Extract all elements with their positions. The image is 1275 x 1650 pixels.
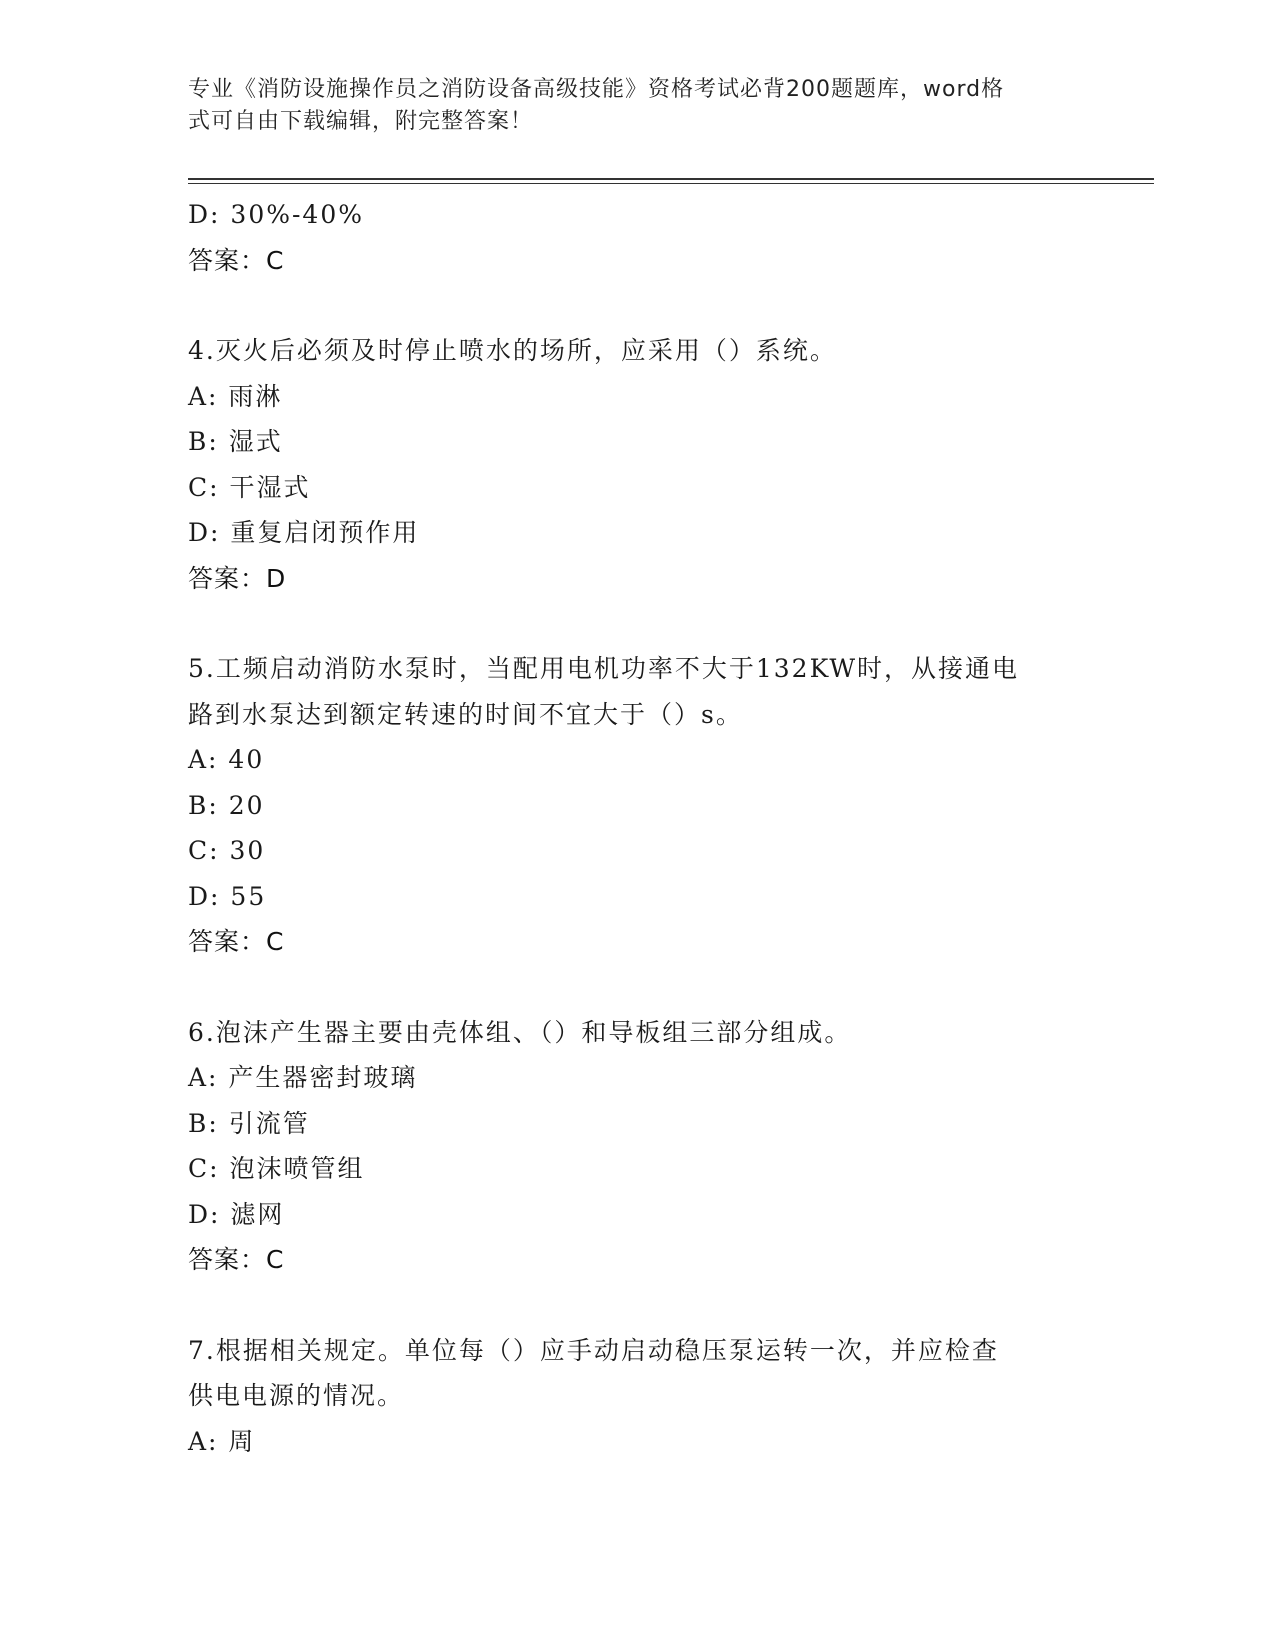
answer-line: 答案：C [188, 245, 285, 275]
page-header [188, 74, 1068, 138]
header-line-1: 专业《消防设施操作员之消防设备高级技能》资格考试必背200题题库，word格 [188, 77, 1005, 102]
exam-content [188, 192, 1068, 1464]
question-stem: 6.泡沫产生器主要由壳体组、（）和导板组三部分组成。 [188, 1017, 852, 1047]
answer-line: 答案：C [188, 927, 285, 956]
option-a: A: 40 [188, 745, 265, 774]
header-rule-thick [188, 178, 1154, 180]
option-d: D: 滤网 [188, 1199, 285, 1229]
question-stem-line-1: 5.工频启动消防水泵时，当配用电机功率不大于132KW时，从接通电 [188, 654, 1020, 683]
spacer [188, 283, 1068, 328]
spacer [188, 1283, 1068, 1328]
question-stem-line-2: 供电电源的情况。 [188, 1381, 405, 1410]
option-d: D: 重复启闭预作用 [188, 518, 420, 547]
option-a: A: 周 [188, 1426, 256, 1456]
option-d: D: 55 [188, 881, 267, 911]
spacer [188, 601, 1068, 646]
option-d: D: 30%-40% [188, 200, 364, 229]
question-6 [188, 1010, 1068, 1283]
header-line-2: 式可自由下载编辑，附完整答案！ [188, 109, 534, 134]
question-5 [188, 646, 1068, 965]
option-c: C: 干湿式 [188, 472, 311, 502]
question-4 [188, 328, 1068, 601]
question-stem-line-1: 7.根据相关规定。单位每（）应手动启动稳压泵运转一次，并应检查 [188, 1335, 999, 1365]
answer-line: 答案：C [188, 1245, 285, 1274]
option-b: B: 20 [188, 790, 265, 820]
question-3-fragment [188, 192, 1068, 283]
question-7 [188, 1328, 1068, 1465]
question-stem-line-2: 路到水泵达到额定转速的时间不宜大于（）s。 [188, 699, 743, 729]
option-b: B: 湿式 [188, 427, 283, 456]
question-stem: 4.灭火后必须及时停止喷水的场所，应采用（）系统。 [188, 336, 837, 365]
option-b: B: 引流管 [188, 1108, 310, 1138]
option-c: C: 30 [188, 836, 266, 865]
header-rule-thin [188, 183, 1154, 184]
answer-line: 答案：D [188, 563, 287, 593]
spacer [188, 965, 1068, 1010]
option-c: C: 泡沫喷管组 [188, 1154, 365, 1183]
option-a: A: 雨淋 [188, 381, 283, 411]
option-a: A: 产生器密封玻璃 [188, 1063, 418, 1092]
